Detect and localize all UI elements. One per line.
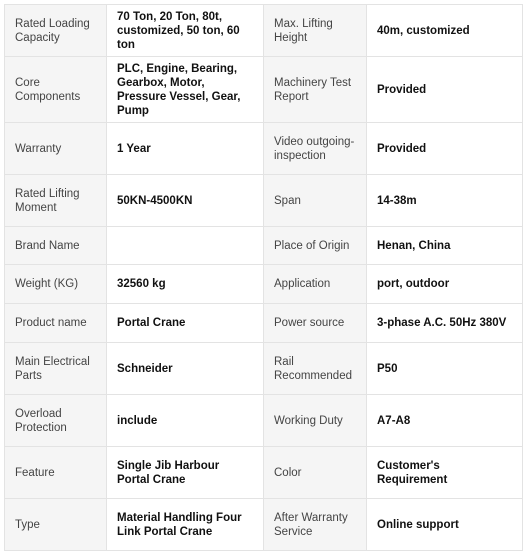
spec-value: 1 Year — [107, 123, 264, 175]
spec-label: Working Duty — [264, 395, 367, 447]
spec-value: Provided — [367, 123, 523, 175]
table-row — [5, 499, 523, 551]
spec-value: Single Jib Harbour Portal Crane — [107, 447, 264, 499]
spec-label: Rated Lifting Moment — [5, 175, 107, 227]
spec-value: port, outdoor — [367, 265, 523, 304]
spec-label: After Warranty Service — [264, 499, 367, 551]
spec-label: Span — [264, 175, 367, 227]
table-row — [5, 5, 523, 57]
table-row — [5, 227, 523, 265]
spec-label: Rated Loading Capacity — [5, 5, 107, 57]
spec-value: 32560 kg — [107, 265, 264, 304]
spec-value: Henan, China — [367, 227, 523, 265]
spec-label: Color — [264, 447, 367, 499]
spec-value: include — [107, 395, 264, 447]
table-row — [5, 175, 523, 227]
table-row — [5, 395, 523, 447]
spec-value: Online support — [367, 499, 523, 551]
spec-label: Product name — [5, 304, 107, 343]
spec-label: Max. Lifting Height — [264, 5, 367, 57]
spec-value: PLC, Engine, Bearing, Gearbox, Motor, Pressure Vessel, Gear, Pump — [107, 57, 264, 123]
table-row — [5, 265, 523, 304]
spec-value: A7-A8 — [367, 395, 523, 447]
spec-value: Schneider — [107, 343, 264, 395]
spec-value: 70 Ton, 20 Ton, 80t, customized, 50 ton, 60 ton — [107, 5, 264, 57]
table-row — [5, 123, 523, 175]
spec-value: Customer's Requirement — [367, 447, 523, 499]
spec-label: Rail Recommended — [264, 343, 367, 395]
table-row — [5, 57, 523, 123]
spec-value: 40m, customized — [367, 5, 523, 57]
spec-label: Machinery Test Report — [264, 57, 367, 123]
spec-label: Main Electrical Parts — [5, 343, 107, 395]
spec-value: P50 — [367, 343, 523, 395]
spec-label: Core Components — [5, 57, 107, 123]
spec-label: Power source — [264, 304, 367, 343]
spec-label: Video outgoing-inspection — [264, 123, 367, 175]
table-row — [5, 447, 523, 499]
spec-value: 50KN-4500KN — [107, 175, 264, 227]
spec-value — [107, 227, 264, 265]
spec-value: Portal Crane — [107, 304, 264, 343]
spec-value: 14-38m — [367, 175, 523, 227]
spec-label: Place of Origin — [264, 227, 367, 265]
spec-label: Application — [264, 265, 367, 304]
table-row — [5, 304, 523, 343]
spec-table-container — [4, 4, 522, 551]
spec-label: Feature — [5, 447, 107, 499]
product-spec-table — [4, 4, 523, 551]
table-row — [5, 343, 523, 395]
spec-label: Weight (KG) — [5, 265, 107, 304]
spec-value: 3-phase A.C. 50Hz 380V — [367, 304, 523, 343]
spec-label: Brand Name — [5, 227, 107, 265]
spec-value: Provided — [367, 57, 523, 123]
spec-label: Overload Protection — [5, 395, 107, 447]
spec-value: Material Handling Four Link Portal Crane — [107, 499, 264, 551]
spec-label: Warranty — [5, 123, 107, 175]
spec-label: Type — [5, 499, 107, 551]
